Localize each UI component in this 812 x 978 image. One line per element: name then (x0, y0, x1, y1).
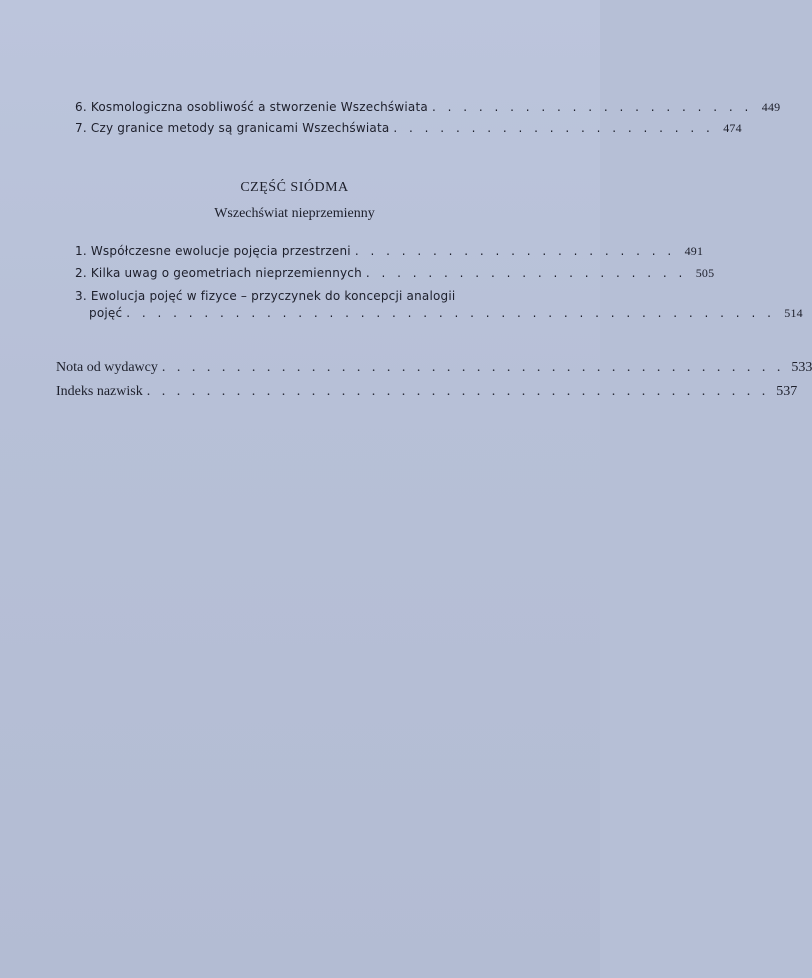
toc-entry-label: 7. Czy granice metody są granicami Wszechświata (75, 121, 390, 135)
toc-entry-label-continued: pojęć (89, 306, 123, 320)
toc-entry-page: 491 (684, 244, 704, 258)
toc-entry (56, 304, 803, 322)
dot-leader: . . . . . . . . . . . . . . . . . . . . . . . . . . . . . . . . . . . . . . . . . . (146, 384, 770, 399)
toc-entry (56, 383, 798, 401)
dot-leader: . . . . . . . . . . . . . . . . . . . . . (354, 244, 676, 258)
dot-leader: . . . . . . . . . . . . . . . . . . . . . (393, 121, 714, 135)
toc-entry-label: 3. Ewolucja pojęć w fizyce – przyczynek do koncepcji analogii (75, 289, 456, 303)
toc-entry-label: 1. Współczesne ewolucje pojęcia przestrzeni (75, 244, 351, 258)
toc-entry (56, 119, 742, 137)
toc-entry (56, 264, 715, 282)
toc-entry-page: 505 (695, 266, 715, 280)
toc-entry (56, 359, 812, 377)
toc-entry-page: 474 (723, 121, 742, 135)
dot-leader: . . . . . . . . . . . . . . . . . . . . . . . . . . . . . . . . . . . . . . . . . . (161, 360, 785, 375)
toc-entry-label: Nota od wydawcy (56, 360, 158, 375)
dot-leader: . . . . . . . . . . . . . . . . . . . . . . . . . . . . . . . . . . . . . . . . . . (126, 306, 775, 320)
toc-entry (56, 98, 781, 116)
toc-entry-page: 514 (784, 306, 803, 320)
dot-leader: . . . . . . . . . . . . . . . . . . . . . (431, 100, 753, 114)
toc-entry-page: 537 (776, 384, 798, 399)
part-title: CZĘŚĆ SIÓDMA (240, 180, 349, 195)
toc-entry-page: 449 (761, 100, 781, 114)
toc-entry-label: 6. Kosmologiczna osobliwość a stworzenie Wszechświata (75, 100, 428, 114)
toc-entry-label: 2. Kilka uwag o geometriach nieprzemiennych (75, 266, 362, 280)
toc-entry-line1 (56, 287, 533, 305)
toc-entry (56, 242, 704, 260)
toc-entry-page: 533 (791, 360, 812, 375)
toc-entry-label: Indeks nazwisk (56, 384, 143, 399)
dot-leader: . . . . . . . . . . . . . . . . . . . . . (365, 266, 687, 280)
part-subtitle: Wszechświat nieprzemienny (214, 206, 375, 221)
